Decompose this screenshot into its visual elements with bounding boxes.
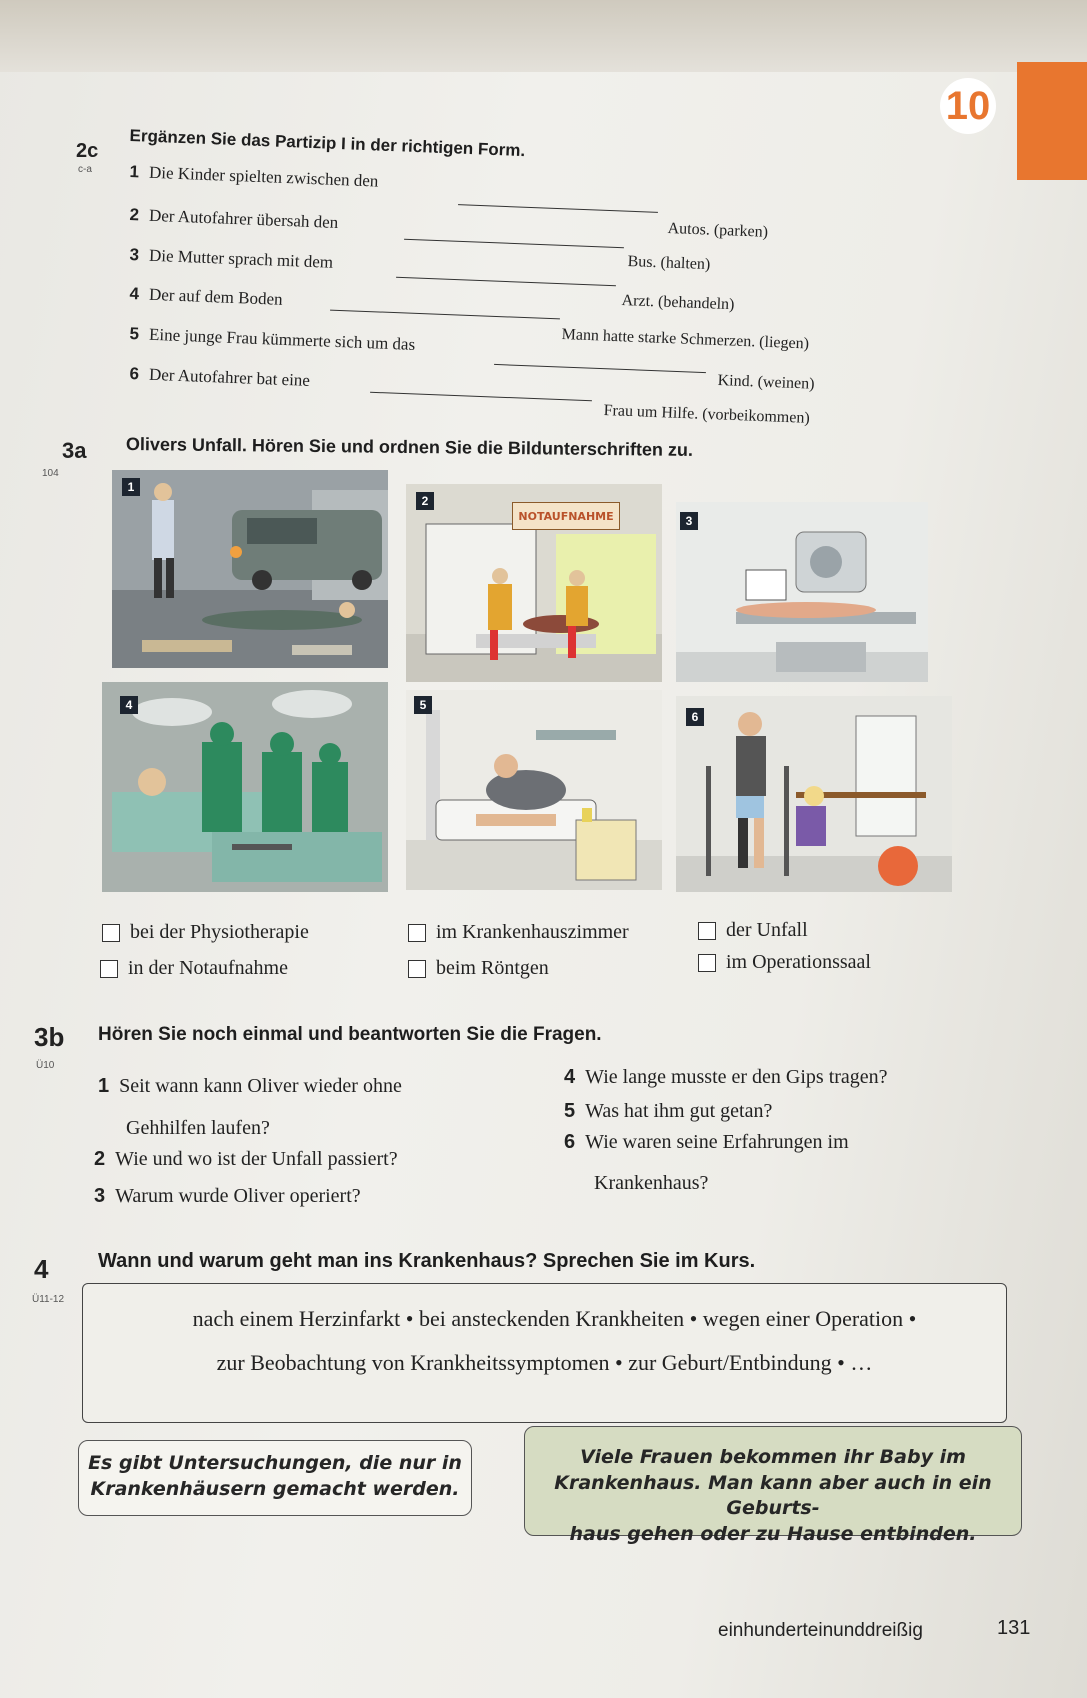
ex2c-item-4-end: Mann hatte starke Schmerzen. (liegen): [561, 326, 810, 353]
checkbox[interactable]: [698, 922, 716, 940]
bubble-left-line-2: Krankenhäusern gemacht werden.: [90, 1477, 460, 1500]
ex3a-ref: 104: [42, 468, 59, 479]
picture-5-number: 5: [414, 696, 432, 714]
option-physiotherapie[interactable]: bei der Physiotherapie: [102, 921, 309, 944]
ex2c-item-2-end: Bus. (halten): [627, 253, 711, 274]
page-number: 131: [997, 1617, 1031, 1639]
picture-2-emergency: [406, 484, 662, 682]
ex3b-title: Hören Sie noch einmal und beantworten Sie die Fragen.: [98, 1024, 602, 1045]
checkbox[interactable]: [100, 960, 118, 978]
option-krankenhauszimmer[interactable]: im Krankenhauszimmer: [408, 921, 629, 944]
ex2c-blank-2[interactable]: [404, 239, 624, 248]
ex2c-item-1-end: Autos. (parken): [667, 220, 769, 241]
ex2c-blank-1[interactable]: [458, 204, 658, 213]
option-unfall[interactable]: der Unfall: [698, 919, 808, 942]
chapter-number: 10: [940, 78, 996, 134]
picture-6-physiotherapy: [676, 696, 952, 892]
ex2c-title: Ergänzen Sie das Partizip I in der richtigen Form.: [129, 126, 526, 161]
page-top-shadow: [0, 0, 1087, 72]
ex2c-number: 2c: [76, 140, 99, 162]
option-roentgen[interactable]: beim Röntgen: [408, 957, 549, 980]
speech-bubble-left: [78, 1440, 472, 1516]
ex2c-item-2-start: 2 Der Autofahrer übersah den: [129, 205, 339, 233]
ex3b-ref: Ü10: [36, 1060, 55, 1071]
reason-word-box: [82, 1283, 1007, 1423]
picture-3-xray: [676, 502, 928, 682]
checkbox[interactable]: [698, 954, 716, 972]
checkbox[interactable]: [102, 924, 120, 942]
question-1: 1 Seit wann kann Oliver wieder ohne: [98, 1075, 402, 1097]
ex2c-item-3-start: 3 Die Mutter sprach mit dem: [129, 245, 334, 272]
ex3a-number: 3a: [62, 438, 87, 463]
picture-5-hospital-room: [406, 690, 662, 890]
ex2c-blank-4[interactable]: [330, 310, 560, 320]
option-operationssaal[interactable]: im Operationssaal: [698, 951, 871, 974]
bubble-right-line-2: Krankenhaus. Man kann aber auch in ein Geburts-: [554, 1471, 992, 1520]
ex2c-blank-3[interactable]: [396, 277, 616, 286]
ex2c-item-1-start: 1 Die Kinder spielten zwischen den: [129, 162, 379, 191]
page-number-word: einhunderteinunddreißig: [718, 1620, 923, 1641]
picture-4-number: 4: [120, 696, 138, 714]
ex2c-item-5-start: 5 Eine junge Frau kümmerte sich um das: [129, 324, 416, 354]
picture-1-accident: [112, 470, 388, 668]
ex2c-item-4-start: 4 Der auf dem Boden: [129, 284, 283, 309]
notaufnahme-sign: NOTAUFNAHME: [512, 502, 620, 530]
question-1-cont: Gehhilfen laufen?: [126, 1117, 270, 1139]
picture-2-number: 2: [416, 492, 434, 510]
bubble-left-line-1: Es gibt Untersuchungen, die nur in: [88, 1452, 462, 1474]
picture-4-operating-room: [102, 682, 388, 892]
ex3b-number: 3b: [34, 1022, 65, 1052]
ex2c-item-3-end: Arzt. (behandeln): [621, 292, 735, 314]
reason-line-1: nach einem Herzinfarkt • bei ansteckenden Krankheiten • wegen einer Operation •: [192, 1306, 917, 1331]
chapter-tab: [1017, 62, 1087, 180]
ex2c-ref: c-a: [78, 164, 92, 175]
question-2: 2 Wie und wo ist der Unfall passiert?: [94, 1148, 398, 1170]
question-4: 4 Wie lange musste er den Gips tragen?: [564, 1066, 888, 1088]
picture-6-number: 6: [686, 708, 704, 726]
question-6: 6 Wie waren seine Erfahrungen im: [564, 1131, 849, 1153]
ex4-title: Wann und warum geht man ins Krankenhaus? Sprechen Sie im Kurs.: [98, 1250, 756, 1272]
bubble-right-line-1: Viele Frauen bekommen ihr Baby im: [580, 1446, 966, 1468]
bubble-right-line-3: haus gehen oder zu Hause entbinden.: [569, 1522, 977, 1545]
ex4-number: 4: [34, 1254, 49, 1284]
checkbox[interactable]: [408, 960, 426, 978]
ex2c-blank-5[interactable]: [494, 364, 706, 373]
ex2c-item-5-end: Kind. (weinen): [717, 372, 815, 393]
option-notaufnahme[interactable]: in der Notaufnahme: [100, 957, 288, 980]
picture-3-number: 3: [680, 512, 698, 530]
question-5: 5 Was hat ihm gut getan?: [564, 1100, 773, 1122]
question-3: 3 Warum wurde Oliver operiert?: [94, 1185, 361, 1207]
ex2c-item-6-start: 6 Der Autofahrer bat eine: [129, 364, 311, 390]
ex2c-item-6-end: Frau um Hilfe. (vorbeikommen): [603, 402, 811, 427]
ex2c-blank-6[interactable]: [370, 392, 592, 402]
picture-1-number: 1: [122, 478, 140, 496]
ex3a-title: Olivers Unfall. Hören Sie und ordnen Sie die Bildunterschriften zu.: [125, 434, 694, 460]
checkbox[interactable]: [408, 924, 426, 942]
reason-line-2: zur Beobachtung von Krankheitssymptomen • zur Geburt/Entbindung • …: [216, 1350, 873, 1375]
question-6-cont: Krankenhaus?: [594, 1172, 709, 1194]
ex4-ref: Ü11-12: [32, 1294, 65, 1305]
speech-bubble-right: [524, 1426, 1022, 1545]
